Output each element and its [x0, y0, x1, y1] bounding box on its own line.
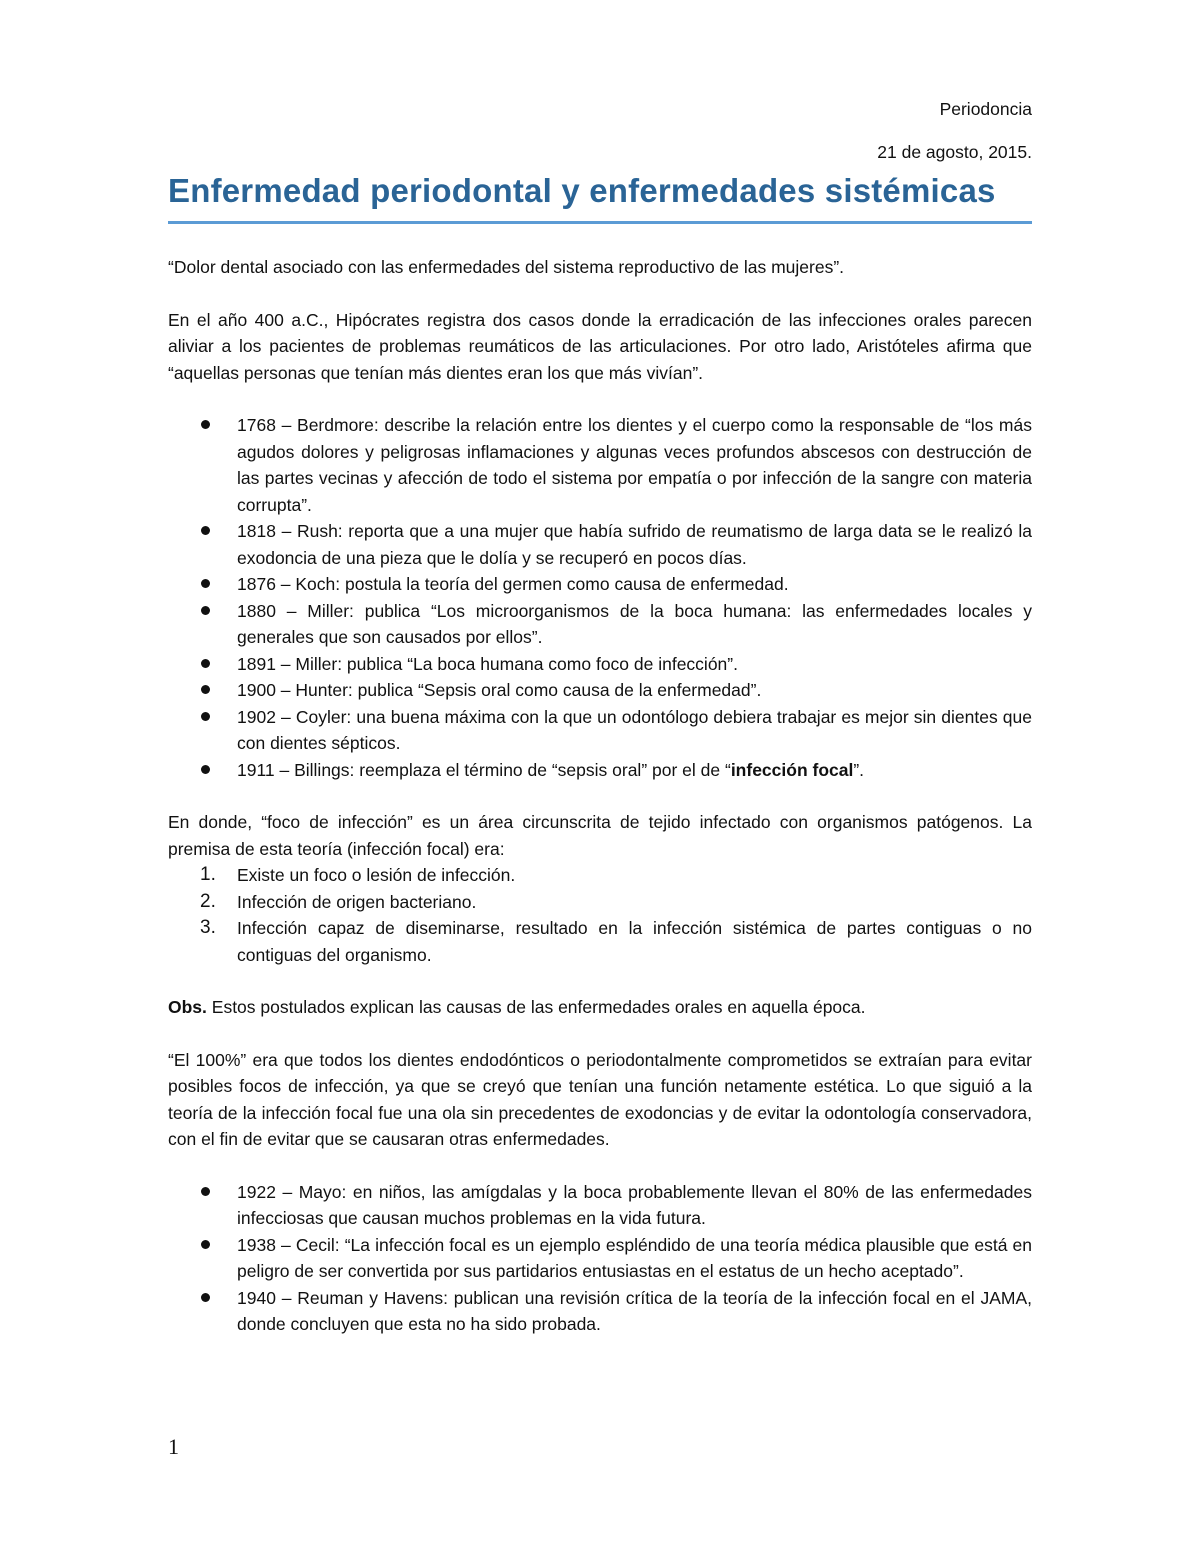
bullet-icon	[201, 1240, 210, 1249]
bullet-icon	[201, 579, 210, 588]
list-item-text: 1900 – Hunter: publica “Sepsis oral como causa de la enfermedad”.	[237, 680, 762, 700]
list-item-text: 1768 – Berdmore: describe la relación entre los dientes y el cuerpo como la responsable de “los más agudos dolores y peligrosas inflamaciones y algunas veces profundos abscesos con destrucción de las partes vecinas y afección de todo el sistema por empatía o por infección de la sangre con materia corrupta”.	[237, 415, 1032, 515]
obs-paragraph	[168, 994, 1032, 1021]
page-number: 1	[168, 1434, 179, 1459]
bold-term: infección focal	[730, 759, 854, 780]
list-item	[168, 862, 1032, 889]
bullet-icon	[201, 526, 210, 535]
extraction-paragraph: “El 100%” era que todos los dientes endodónticos o periodontalmente comprometidos se extraían para evitar posibles focos de infección, ya que se creyó que tenían una función netamente estética. Lo que siguió a la teoría de la infección focal fue una ola sin precedentes de exodoncias y de evitar la odontología conservadora, con el fin de evitar que se causaran otras enfermedades.	[168, 1049, 1032, 1149]
list-item	[168, 412, 1032, 518]
list-number: 1.	[200, 864, 216, 885]
bullet-icon	[201, 1187, 210, 1196]
bullet-icon	[201, 712, 210, 721]
list-item-text: 1880 – Miller: publica “Los microorganismos de la boca humana: las enfermedades locales y generales que son causados por ellos”.	[237, 600, 1032, 647]
list-item	[168, 915, 1032, 968]
list-item	[168, 518, 1032, 571]
list-item	[168, 651, 1032, 678]
list-item	[168, 889, 1032, 916]
list-item-text: 1818 – Rush: reporta que a una mujer que había sufrido de reumatismo de larga data se le realizó la exodoncia de una pieza que le dolía y se recuperó en pocos días.	[237, 521, 1032, 568]
subject-label: Periodoncia	[939, 99, 1032, 119]
list-number: 2.	[200, 890, 216, 912]
list-item	[168, 677, 1032, 704]
page-content	[168, 96, 1032, 1338]
document-title: Enfermedad periodontal y enfermedades sistémicas	[168, 172, 996, 209]
list-item-text: 1891 – Miller: publica “La boca humana como foco de infección”.	[237, 653, 738, 674]
premises-list	[168, 862, 1032, 968]
focus-paragraph: En donde, “foco de infección” es un área circunscrita de tejido infectado con organismos patógenos. La premisa de esta teoría (infección focal) era:	[168, 812, 1032, 859]
intro-paragraph: En el año 400 a.C., Hipócrates registra dos casos donde la erradicación de las infecciones orales parecen aliviar a los pacientes de problemas reumáticos de las articulaciones. Por otro lado, Aristóteles afirma que “aquellas personas que tenían más dientes eran los que más vivían”.	[168, 309, 1032, 383]
date-label: 21 de agosto, 2015.	[877, 141, 1032, 162]
obs-label: Obs.	[168, 997, 207, 1017]
list-item	[168, 1232, 1032, 1285]
list-item	[168, 571, 1032, 598]
bullet-icon	[201, 685, 210, 694]
list-item	[168, 704, 1032, 757]
timeline-list-2	[168, 1179, 1032, 1338]
bullet-icon	[201, 420, 210, 429]
list-item-text: Infección capaz de diseminarse, resultado en la infección sistémica de partes contiguas o no contiguas del organismo.	[237, 918, 1032, 965]
list-item-text: 1902 – Coyler: una buena máxima con la que un odontólogo debiera trabajar es mejor sin dientes que con dientes sépticos.	[237, 706, 1032, 753]
quote-paragraph: “Dolor dental asociado con las enfermedades del sistema reproductivo de las mujeres”.	[168, 257, 845, 277]
list-item	[168, 598, 1032, 651]
bullet-icon	[201, 765, 210, 774]
bullet-icon	[201, 659, 210, 668]
list-item-text-before: 1911 – Billings: reemplaza el término de “sepsis oral” por el de “	[237, 759, 731, 780]
obs-text: Estos postulados explican las causas de las enfermedades orales en aquella época.	[206, 997, 866, 1017]
list-item	[168, 1179, 1032, 1232]
bullet-icon	[201, 1293, 210, 1302]
list-item-text: Existe un foco o lesión de infección.	[237, 865, 516, 885]
timeline-list-1	[168, 412, 1032, 783]
list-number: 3.	[200, 917, 216, 938]
list-item	[168, 757, 1032, 784]
list-item-text: 1940 – Reuman y Havens: publican una revisión crítica de la teoría de la infección focal en el JAMA, donde concluyen que esta no ha sido probada.	[237, 1287, 1032, 1334]
bullet-icon	[201, 606, 210, 615]
title-underline	[168, 221, 1032, 224]
list-item-text: 1938 – Cecil: “La infección focal es un ejemplo espléndido de una teoría médica plausible que está en peligro de ser convertida por sus partidarios entusiastas en el estatus de un hecho aceptado”.	[237, 1234, 1032, 1281]
list-item	[168, 1285, 1032, 1338]
list-item-text: 1922 – Mayo: en niños, las amígdalas y la boca probablemente llevan el 80% de las enfermedades infecciosas que causan muchos problemas en la vida futura.	[237, 1181, 1032, 1228]
list-item-text: Infección de origen bacteriano.	[237, 891, 477, 912]
list-item-text: 1876 – Koch: postula la teoría del germen como causa de enfermedad.	[237, 574, 789, 594]
list-item-text-after: ”.	[853, 759, 865, 780]
